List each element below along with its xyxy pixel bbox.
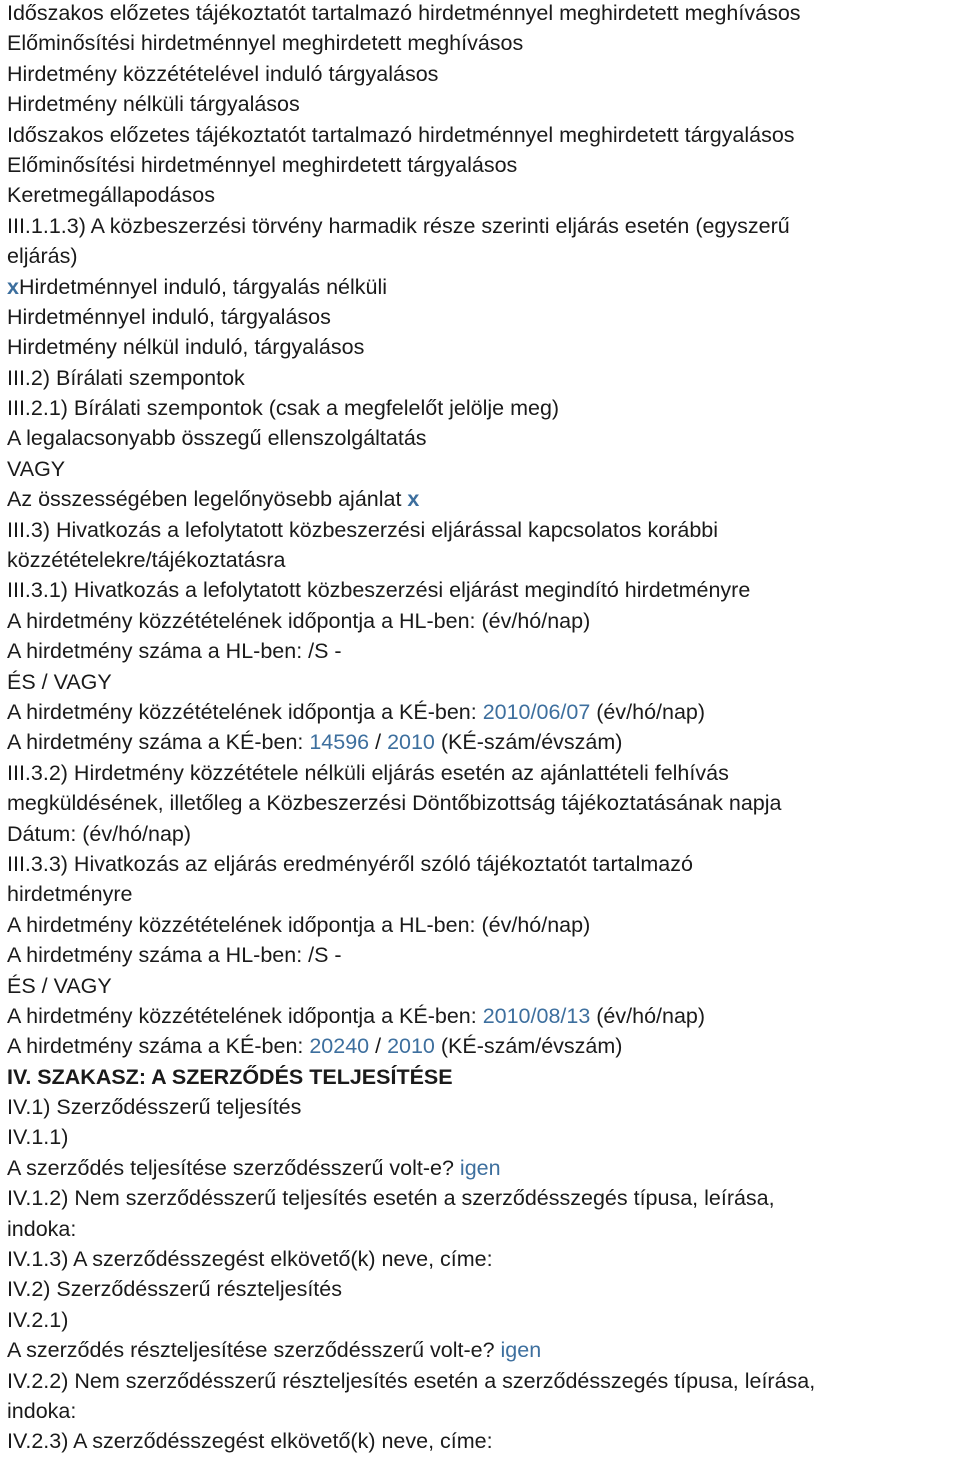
notice-number-value: 20240 <box>309 1034 370 1059</box>
section-heading: IV.1.2) Nem szerződésszerű teljesítés esetén a szerződésszegés típusa, leírása, <box>7 1186 775 1211</box>
doc-line: Hirdetmény közzétételével induló tárgyalásos <box>7 61 439 86</box>
doc-line: Hirdetmény nélkül induló, tárgyalásos <box>7 335 365 360</box>
section-heading: III.2.1) Bírálati szempontok (csak a megfelelőt jelölje meg) <box>7 396 560 421</box>
field-label: A hirdetmény száma a KÉ-ben: <box>7 1034 310 1059</box>
doc-line: ÉS / VAGY <box>7 669 112 694</box>
section-heading: III.3.1) Hivatkozás a lefolytatott közbeszerzési eljárást megindító hirdetményre <box>7 578 751 603</box>
doc-line <box>7 484 960 514</box>
field-unit: (KÉ-szám/évszám) <box>434 730 623 755</box>
option-label: Hirdetménnyel induló, tárgyalás nélküli <box>18 274 388 299</box>
year-value: 2010 <box>387 1034 435 1059</box>
answer-value: igen <box>500 1338 542 1363</box>
doc-line <box>7 1153 960 1183</box>
doc-line: Előminősítési hirdetménnyel meghirdetett tárgyalásos <box>7 152 518 177</box>
section-heading: III.1.1.3) A közbeszerzési törvény harmadik része szerinti eljárás esetén (egyszerű <box>7 213 790 238</box>
part-heading: IV. SZAKASZ: A SZERZŐDÉS TELJESÍTÉSE <box>7 1064 453 1089</box>
doc-line <box>7 1335 960 1365</box>
doc-line: eljárás) <box>7 244 78 269</box>
section-heading: IV.2.3) A szerződésszegést elkövető(k) neve, címe: <box>7 1429 493 1454</box>
field-label: A hirdetmény közzétételének időpontja a KÉ-ben: <box>7 699 483 724</box>
section-heading: III.2) Bírálati szempontok <box>7 365 245 390</box>
doc-line: hirdetményre <box>7 882 133 907</box>
section-heading: IV.2.1) <box>7 1307 69 1332</box>
doc-line: Hirdetmény nélküli tárgyalásos <box>7 92 300 117</box>
section-heading: III.3.2) Hirdetmény közzététele nélküli eljárás esetén az ajánlattételi felhívás <box>7 760 729 785</box>
section-heading: III.3.3) Hivatkozás az eljárás eredményéről szóló tájékoztatót tartalmazó <box>7 851 693 876</box>
notice-number-value: 14596 <box>309 730 370 755</box>
year-value: 2010 <box>387 730 435 755</box>
doc-line <box>7 727 960 757</box>
section-heading: IV.1.3) A szerződésszegést elkövető(k) neve, címe: <box>7 1247 493 1272</box>
field-label: A hirdetmény közzétételének időpontja a KÉ-ben: <box>7 1003 483 1028</box>
doc-line: Hirdetménnyel induló, tárgyalásos <box>7 304 331 329</box>
doc-line: A hirdetmény közzétételének időpontja a HL-ben: (év/hó/nap) <box>7 608 591 633</box>
date-value: 2010/08/13 <box>482 1003 591 1028</box>
section-heading: IV.1) Szerződésszerű teljesítés <box>7 1095 302 1120</box>
doc-line <box>7 697 960 727</box>
separator: / <box>369 730 388 755</box>
doc-line: Dátum: (év/hó/nap) <box>7 821 192 846</box>
doc-line: Előminősítési hirdetménnyel meghirdetett meghívásos <box>7 31 524 56</box>
doc-line <box>7 1001 960 1031</box>
doc-line <box>7 1031 960 1061</box>
selected-mark: x <box>407 487 420 512</box>
doc-line: Időszakos előzetes tájékoztatót tartalmazó hirdetménnyel meghirdetett tárgyalásos <box>7 122 795 147</box>
field-unit: (év/hó/nap) <box>590 1003 706 1028</box>
doc-line: közzétételekre/tájékoztatásra <box>7 548 286 573</box>
section-heading: IV.1.1) <box>7 1125 69 1150</box>
selected-mark: x <box>7 274 19 299</box>
date-value: 2010/06/07 <box>482 699 591 724</box>
doc-line: A hirdetmény száma a HL-ben: /S - <box>7 639 342 664</box>
doc-line: A hirdetmény száma a HL-ben: /S - <box>7 943 342 968</box>
option-label: Az összességében legelőnyösebb ajánlat <box>7 487 408 512</box>
section-heading: III.3) Hivatkozás a lefolytatott közbeszerzési eljárással kapcsolatos korábbi <box>7 517 719 542</box>
doc-line: Időszakos előzetes tájékoztatót tartalmazó hirdetménnyel meghirdetett meghívásos <box>7 1 801 25</box>
field-unit: (KÉ-szám/évszám) <box>434 1034 623 1059</box>
doc-line: indoka: <box>7 1216 77 1241</box>
section-heading: IV.2) Szerződésszerű részteljesítés <box>7 1277 342 1302</box>
section-heading: IV.2.2) Nem szerződésszerű részteljesítés esetén a szerződésszegés típusa, leírása, <box>7 1368 816 1393</box>
question-label: A szerződés teljesítése szerződésszerű volt-e? <box>7 1155 460 1180</box>
doc-line: ÉS / VAGY <box>7 973 112 998</box>
field-unit: (év/hó/nap) <box>590 699 706 724</box>
doc-line: A legalacsonyabb összegű ellenszolgáltatás <box>7 426 427 451</box>
doc-line: Keretmegállapodásos <box>7 183 215 208</box>
field-label: A hirdetmény száma a KÉ-ben: <box>7 730 310 755</box>
doc-line: indoka: <box>7 1398 77 1423</box>
doc-line: VAGY <box>7 456 66 481</box>
answer-value: igen <box>459 1155 501 1180</box>
doc-line <box>7 272 960 302</box>
question-label: A szerződés részteljesítése szerződésszerű volt-e? <box>7 1338 501 1363</box>
doc-line: A hirdetmény közzétételének időpontja a HL-ben: (év/hó/nap) <box>7 912 591 937</box>
separator: / <box>369 1034 388 1059</box>
doc-line: megküldésének, illetőleg a Közbeszerzési Döntőbizottság tájékoztatásának napja <box>7 791 782 816</box>
